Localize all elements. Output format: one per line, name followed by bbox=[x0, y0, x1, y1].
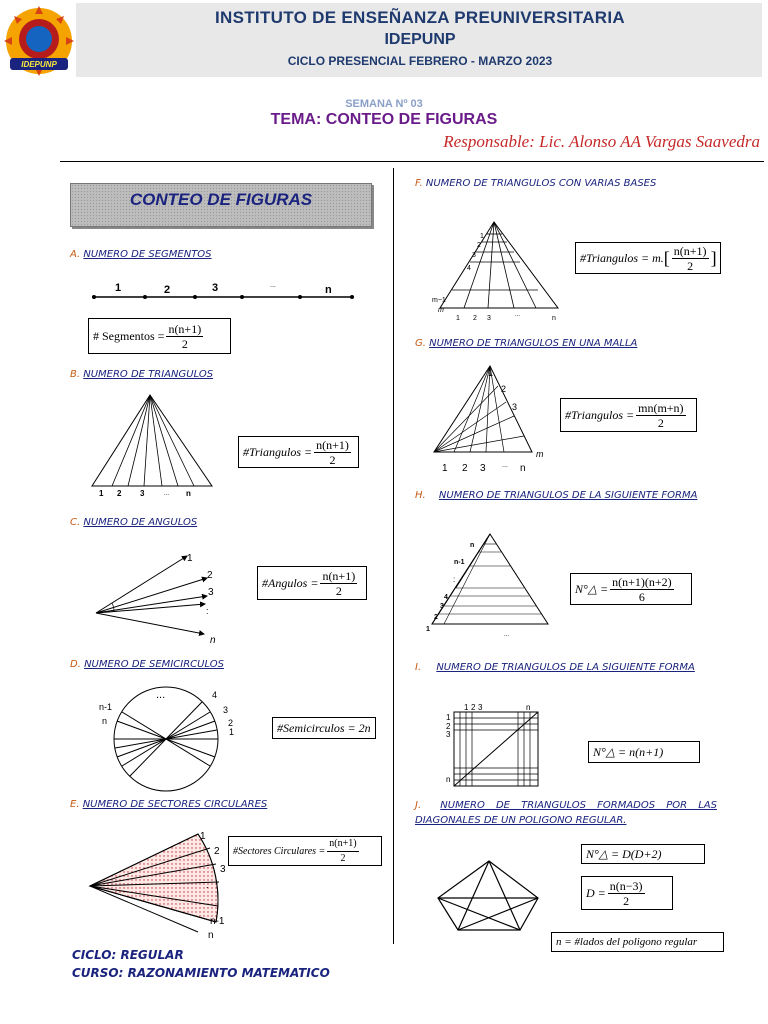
svg-text:.: . bbox=[206, 880, 209, 890]
svg-text:3: 3 bbox=[480, 463, 486, 474]
formula-diagonals: D = $\frac{n(n-3)}{2}$ bbox=[581, 876, 673, 910]
svg-text:1: 1 bbox=[464, 703, 469, 712]
svg-text:1: 1 bbox=[480, 233, 484, 240]
triangles-mesh-diagram bbox=[432, 364, 552, 476]
logo-text: IDEPUNP bbox=[21, 60, 57, 69]
section-j-heading: J. NUMERO DE TRIANGULOS FORMADOS POR LAS DIAGONALES DE UN POLIGONO REGULAR. bbox=[415, 800, 717, 826]
svg-text:n: n bbox=[208, 930, 214, 941]
svg-text:2: 2 bbox=[477, 242, 481, 249]
svg-text:3: 3 bbox=[446, 730, 451, 739]
section-title: NUMERO DE SEGMENTOS bbox=[83, 249, 212, 260]
svg-text:2: 2 bbox=[434, 614, 438, 621]
svg-text:2: 2 bbox=[446, 722, 451, 731]
title-box-text: CONTEO DE FIGURAS bbox=[129, 190, 313, 209]
segment-label: 2 bbox=[164, 284, 171, 296]
section-c-heading: C. NUMERO DE ANGULOS bbox=[70, 517, 198, 528]
svg-text:...: ... bbox=[156, 689, 166, 701]
svg-text:n: n bbox=[552, 315, 556, 322]
svg-text:...: ... bbox=[515, 312, 521, 318]
formula-sides-definition: n = #lados del poligono regular bbox=[551, 932, 724, 952]
segment-label: ... bbox=[270, 282, 276, 289]
semicircles-diagram bbox=[96, 684, 256, 794]
section-i-heading: I. NUMERO DE TRIANGULOS DE LA SIGUIENTE FORMA bbox=[415, 662, 695, 673]
formula-triangles-form-h: N°△ = $\frac{n(n+1)(n+2)}{6}$ bbox=[570, 573, 692, 605]
svg-text:n-1: n-1 bbox=[454, 559, 465, 566]
polygon-diagonals-diagram bbox=[434, 858, 544, 934]
svg-text:2: 2 bbox=[228, 718, 234, 728]
svg-text:3: 3 bbox=[487, 315, 491, 322]
svg-text:2: 2 bbox=[501, 384, 507, 394]
svg-text:m: m bbox=[438, 307, 444, 314]
svg-text:1: 1 bbox=[99, 489, 104, 498]
formula-triangles-grid: N°△ = n(n+1) bbox=[588, 741, 700, 763]
svg-text:1: 1 bbox=[456, 315, 460, 322]
svg-text:3: 3 bbox=[223, 705, 229, 715]
formula-angles: #Angulos = $\frac{n(n+1)}{2}$ bbox=[257, 566, 367, 600]
svg-text:n: n bbox=[470, 542, 475, 549]
svg-text:4: 4 bbox=[467, 265, 471, 272]
section-g-heading: G. NUMERO DE TRIANGULOS EN UNA MALLA bbox=[415, 338, 638, 349]
svg-text:1: 1 bbox=[426, 626, 430, 633]
svg-text:3: 3 bbox=[472, 252, 476, 259]
svg-text::: : bbox=[453, 575, 456, 584]
section-d-heading: D. NUMERO DE SEMICIRCULOS bbox=[70, 659, 224, 670]
svg-text:1: 1 bbox=[229, 727, 235, 737]
formula-sectors: #Sectores Circulares = $\frac{n(n+1)}{2}$ bbox=[228, 836, 382, 866]
svg-text:n: n bbox=[446, 775, 451, 784]
svg-text:n: n bbox=[210, 635, 216, 646]
svg-text:1: 1 bbox=[488, 368, 494, 378]
institute-acronym: IDEPUNP bbox=[384, 31, 456, 48]
week-label: SEMANA Nº 03 bbox=[345, 98, 423, 110]
section-h-heading: H. NUMERO DE TRIANGULOS DE LA SIGUIENTE FORMA bbox=[415, 490, 698, 501]
svg-text:n-1: n-1 bbox=[210, 916, 225, 927]
svg-text::: : bbox=[206, 606, 209, 616]
header-divider bbox=[60, 161, 764, 162]
triangles-fan-diagram bbox=[90, 392, 220, 500]
svg-text:n: n bbox=[526, 703, 531, 712]
svg-text:...: ... bbox=[504, 632, 510, 638]
svg-text:n: n bbox=[102, 716, 108, 726]
section-letter: A. bbox=[70, 249, 81, 260]
svg-text:3: 3 bbox=[220, 864, 226, 875]
cycle-period: CICLO PRESENCIAL FEBRERO - MARZO 2023 bbox=[287, 54, 553, 68]
segment-label: 1 bbox=[115, 282, 122, 294]
svg-text:1: 1 bbox=[200, 831, 206, 842]
formula-polygon-triangles: N°△ = D(D+2) bbox=[581, 844, 705, 864]
svg-text:3: 3 bbox=[478, 703, 483, 712]
svg-text:n: n bbox=[520, 463, 526, 474]
section-b-heading: B. NUMERO DE TRIANGULOS bbox=[70, 369, 214, 380]
svg-text:n-1: n-1 bbox=[99, 702, 113, 712]
segments-diagram bbox=[90, 282, 360, 304]
topic-title: TEMA: CONTEO DE FIGURAS bbox=[270, 111, 498, 128]
svg-text:2: 2 bbox=[471, 703, 476, 712]
triangles-form-h-diagram bbox=[424, 530, 554, 644]
triangles-multiple-bases-diagram bbox=[430, 220, 570, 324]
svg-text:3: 3 bbox=[512, 402, 518, 412]
svg-text:1: 1 bbox=[442, 463, 448, 474]
section-e-heading: E. NUMERO DE SECTORES CIRCULARES bbox=[70, 799, 268, 810]
responsible-signature: Responsable: Lic. Alonso AA Vargas Saavedra bbox=[443, 132, 760, 151]
formula-semicircles: #Semicirculos = 2n bbox=[272, 717, 376, 739]
segment-label: 3 bbox=[212, 282, 219, 294]
section-f-heading: F. NUMERO DE TRIANGULOS CON VARIAS BASES bbox=[415, 178, 657, 189]
institute-name: INSTITUTO DE ENSEÑANZA PREUNIVERSITARIA bbox=[215, 8, 625, 27]
idepunp-logo bbox=[4, 6, 74, 76]
svg-text:3: 3 bbox=[440, 603, 444, 610]
segment-label: n bbox=[325, 284, 332, 296]
circular-sectors-diagram bbox=[86, 826, 246, 942]
svg-text:3: 3 bbox=[208, 587, 214, 598]
formula-segments: # Segmentos = $\frac{n(n+1)}{2}$ bbox=[88, 318, 231, 354]
svg-text:2: 2 bbox=[473, 315, 477, 322]
svg-text:2: 2 bbox=[214, 846, 220, 857]
svg-text:2: 2 bbox=[462, 463, 468, 474]
footer-cycle: CICLO: REGULAR bbox=[72, 948, 184, 962]
footer-course: CURSO: RAZONAMIENTO MATEMATICO bbox=[72, 966, 330, 980]
svg-text:...: ... bbox=[164, 491, 170, 497]
svg-text:3: 3 bbox=[140, 489, 145, 498]
svg-text:1: 1 bbox=[187, 553, 193, 564]
svg-text:4: 4 bbox=[444, 594, 448, 601]
column-divider bbox=[393, 168, 394, 944]
formula-triangles-mesh: #Triangulos = $\frac{mn(m+n)}{2}$ bbox=[560, 398, 697, 432]
svg-text:2: 2 bbox=[117, 489, 122, 498]
svg-text:1: 1 bbox=[446, 713, 451, 722]
angles-diagram bbox=[92, 546, 232, 646]
svg-text:m: m bbox=[536, 449, 544, 459]
section-a-heading bbox=[70, 247, 212, 262]
svg-text:4: 4 bbox=[212, 690, 218, 700]
triangles-grid-diagram bbox=[444, 702, 544, 788]
formula-triangles-multiple-bases: #Triangulos = m. [ $\frac{n(n+1)}{2}$ ] bbox=[575, 242, 721, 274]
svg-text:n: n bbox=[186, 489, 191, 498]
svg-text:m−1: m−1 bbox=[432, 297, 446, 304]
formula-triangles: #Triangulos = $\frac{n(n+1)}{2}$ bbox=[238, 436, 359, 468]
svg-text:2: 2 bbox=[207, 570, 213, 581]
svg-text:...: ... bbox=[502, 462, 508, 469]
